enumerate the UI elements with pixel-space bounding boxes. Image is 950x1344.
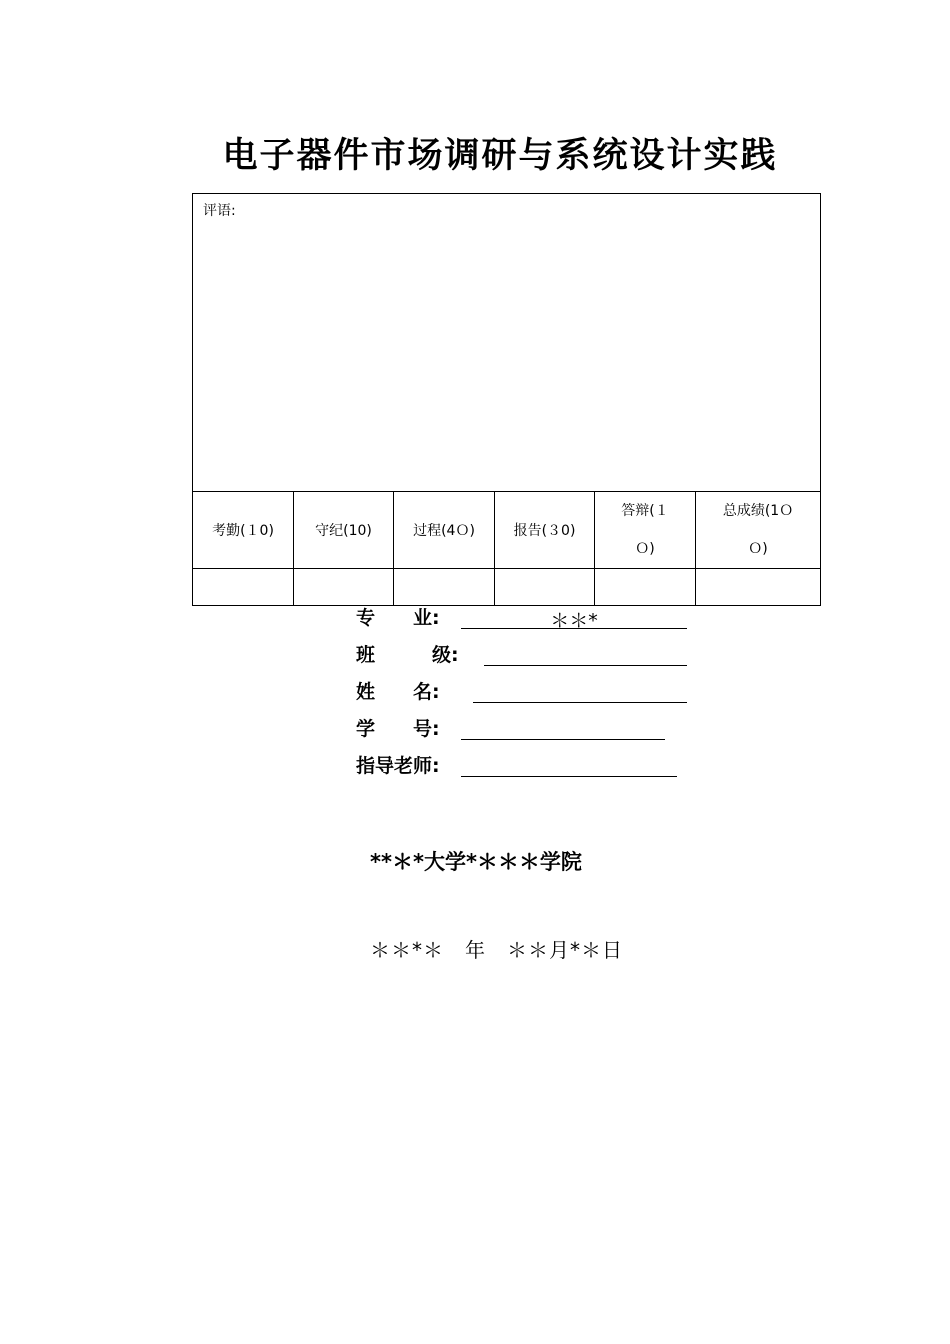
score-header-discipline <box>294 492 394 569</box>
field-advisor <box>356 751 440 781</box>
field-major-value[interactable]: ＊＊* <box>461 606 687 629</box>
header-text-line1: 总成绩(1Ｏ <box>722 503 794 519</box>
field-major <box>356 603 598 633</box>
document-date: ＊＊*＊ 年 ＊＊月*＊日 <box>370 938 623 962</box>
field-class <box>356 640 459 670</box>
header-text: 考勤(１0) <box>212 523 274 539</box>
score-header-row <box>193 492 821 569</box>
field-advisor-value[interactable] <box>461 754 677 777</box>
header-text: 守纪(10) <box>315 523 372 539</box>
field-student-id-value[interactable] <box>461 717 665 740</box>
field-name-value[interactable] <box>473 680 687 703</box>
score-cell-total[interactable] <box>696 569 821 606</box>
score-cell-defense[interactable] <box>595 569 696 606</box>
score-header-total <box>696 492 821 569</box>
grade-table <box>192 193 821 606</box>
header-text-line1: 答辩(１ <box>621 503 669 519</box>
comment-box[interactable] <box>193 194 821 492</box>
header-text-line2: Ｏ) <box>748 541 768 557</box>
field-class-value[interactable] <box>484 643 687 666</box>
school-name: **＊*大学*＊＊＊学院 <box>370 850 582 874</box>
score-header-attendance <box>193 492 294 569</box>
score-header-process <box>394 492 495 569</box>
field-advisor-label: 指导老师: <box>356 755 440 777</box>
comment-label: 评语: <box>203 203 236 219</box>
header-text: 报告(３0) <box>513 523 576 539</box>
header-text: 过程(4Ｏ) <box>413 523 475 539</box>
field-class-label: 班 级: <box>356 644 459 666</box>
header-text-line2: Ｏ) <box>635 541 655 557</box>
field-student-id <box>356 714 440 744</box>
field-student-id-label: 学 号: <box>356 718 440 740</box>
score-cell-attendance[interactable] <box>193 569 294 606</box>
score-value-row <box>193 569 821 606</box>
field-major-label: 专 业: <box>356 607 440 629</box>
field-name <box>356 677 440 707</box>
score-header-report <box>495 492 595 569</box>
score-cell-discipline[interactable] <box>294 569 394 606</box>
document-title: 电子器件市场调研与系统设计实践 <box>222 135 778 176</box>
score-header-defense <box>595 492 696 569</box>
score-cell-report[interactable] <box>495 569 595 606</box>
field-name-label: 姓 名: <box>356 681 440 703</box>
score-cell-process[interactable] <box>394 569 495 606</box>
